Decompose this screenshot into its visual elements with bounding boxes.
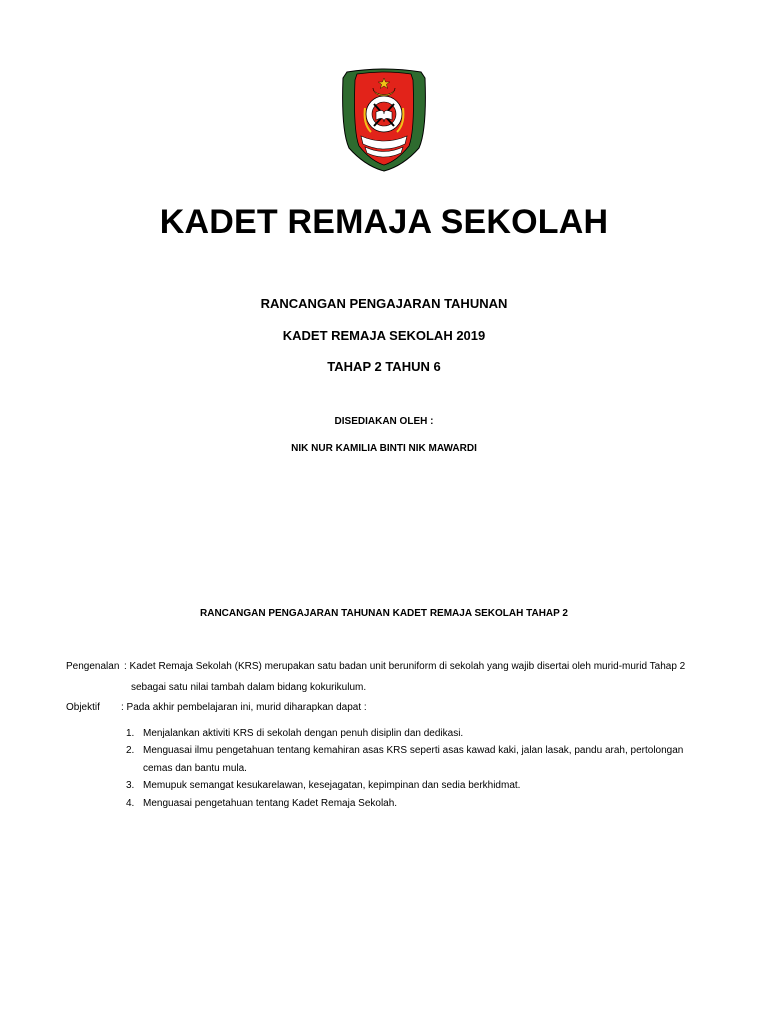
list-item	[126, 780, 520, 792]
list-item	[126, 798, 397, 810]
section-heading: RANCANGAN PENGAJARAN TAHUNAN KADET REMAJA SEKOLAH TAHAP 2	[200, 608, 568, 619]
list-item-text: Memupuk semangat kesukarelawan, kesejagatan, kepimpinan dan sedia berkhidmat.	[143, 780, 521, 791]
subtitle-level: TAHAP 2 TAHUN 6	[327, 359, 441, 374]
introduction-text-continued: sebagai satu nilai tambah dalam bidang kokurikulum.	[131, 682, 367, 693]
objective-label: Objektif	[66, 702, 100, 713]
list-item	[126, 745, 683, 757]
list-item-text: Menjalankan aktiviti KRS di sekolah dengan penuh disiplin dan dedikasi.	[143, 728, 464, 739]
introduction-text: : Kadet Remaja Sekolah (KRS) merupakan satu badan unit beruniform di sekolah yang wajib disertai oleh murid-murid Tahap 2	[124, 661, 686, 672]
prepared-by-label: DISEDIAKAN OLEH :	[334, 416, 434, 427]
prepared-by-name: NIK NUR KAMILIA BINTI NIK MAWARDI	[291, 443, 477, 454]
list-item-text: Menguasai ilmu pengetahuan tentang kemahiran asas KRS seperti asas kawad kaki, jalan lasak, pandu arah, pertolongan	[143, 745, 684, 756]
krs-crest-icon	[341, 68, 427, 172]
page-title: KADET REMAJA SEKOLAH	[159, 203, 609, 241]
list-item-number: 3.	[126, 780, 135, 791]
list-item-text: Menguasai pengetahuan tentang Kadet Remaja Sekolah.	[143, 798, 398, 809]
list-item	[126, 728, 463, 740]
list-item-number: 4.	[126, 798, 135, 809]
introduction-label: Pengenalan	[66, 661, 120, 672]
subtitle-year: KADET REMAJA SEKOLAH 2019	[282, 328, 486, 343]
subtitle-plan: RANCANGAN PENGAJARAN TAHUNAN	[260, 296, 508, 311]
list-item-number: 1.	[126, 728, 135, 739]
objective-text: : Pada akhir pembelajaran ini, murid diharapkan dapat :	[121, 702, 367, 713]
list-item-number: 2.	[126, 745, 135, 756]
list-item-text-continued: cemas dan bantu mula.	[143, 763, 247, 774]
